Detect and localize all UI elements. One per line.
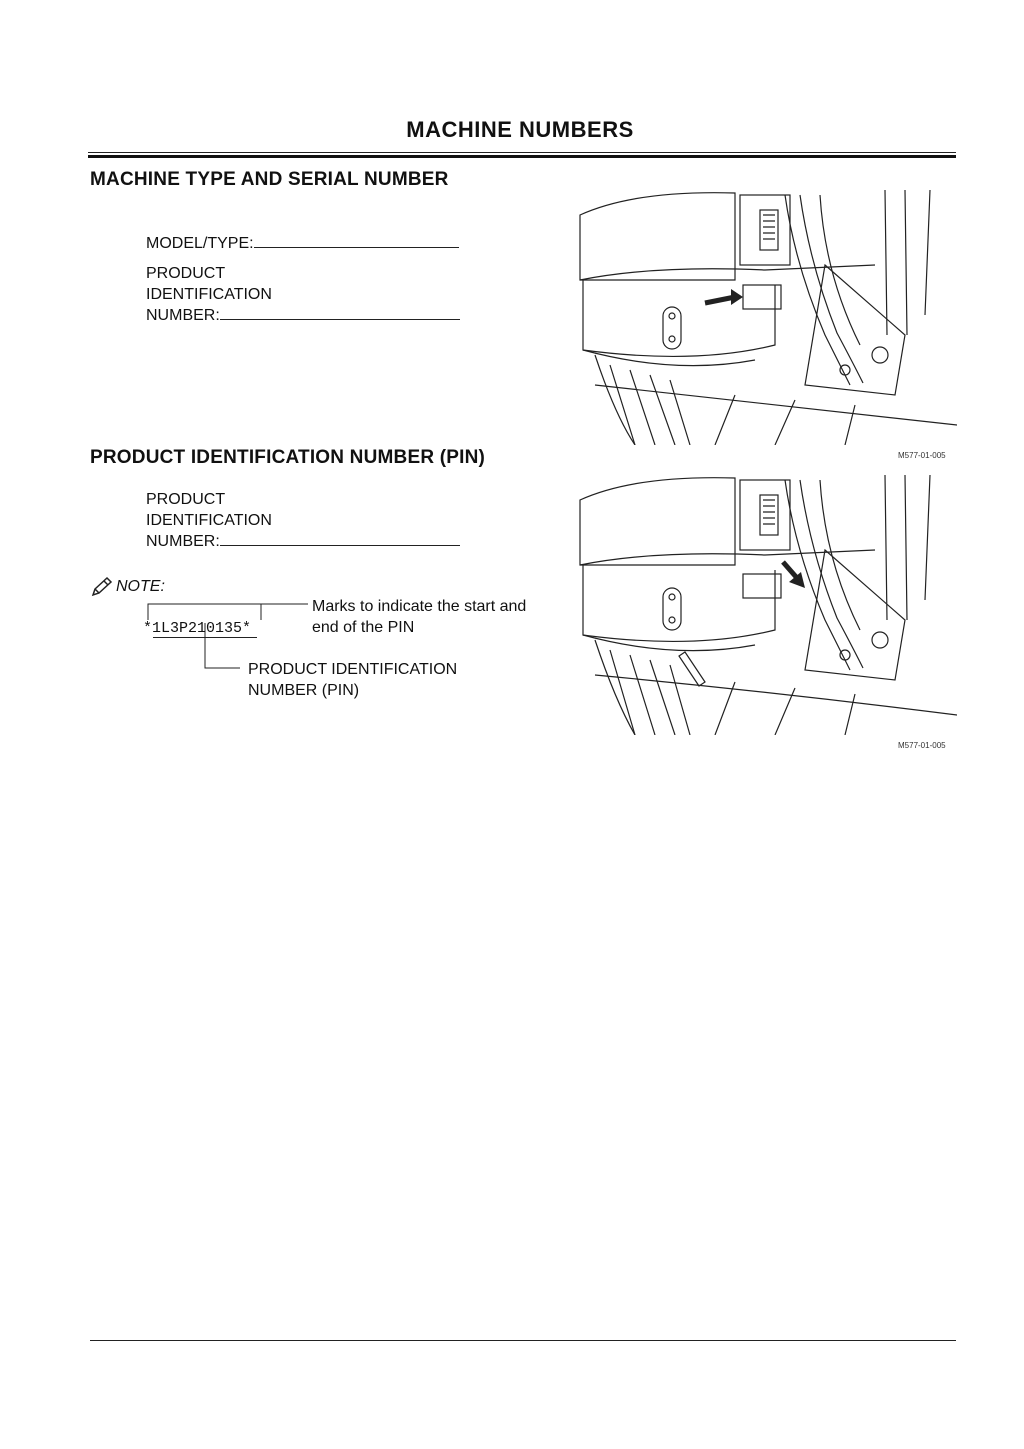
pin-callout-line: NUMBER (PIN): [248, 682, 360, 699]
pin-label-line: NUMBER:: [146, 307, 220, 324]
pin-label-line: PRODUCT: [146, 491, 226, 508]
pencil-icon: [90, 576, 114, 598]
excavator-figure-1: [575, 185, 957, 445]
model-type-label: MODEL/TYPE:: [146, 235, 254, 252]
pin-label-line: PRODUCT: [146, 265, 226, 282]
model-type-row: [146, 233, 459, 254]
note-label: NOTE:: [116, 578, 165, 595]
pin-label-line: IDENTIFICATION: [146, 512, 272, 529]
pin-callout: [248, 659, 457, 701]
footer-rule: [90, 1340, 956, 1341]
pin-label-line: IDENTIFICATION: [146, 286, 272, 303]
pin-label-line: NUMBER:: [146, 533, 220, 550]
marks-line: Marks to indicate the start and: [312, 598, 527, 615]
model-type-blank: [254, 233, 459, 248]
excavator-figure-2: [575, 470, 957, 735]
section-heading-pin: PRODUCT IDENTIFICATION NUMBER (PIN): [90, 447, 486, 468]
pin-underline: [153, 637, 257, 638]
figure-1-caption: M577-01-005: [898, 451, 946, 460]
pin-example: *1L3P210135*: [143, 620, 252, 637]
pin-blank-s2: [220, 531, 460, 546]
pin-field-s2: [146, 489, 460, 552]
header-rule-thin: [88, 152, 956, 153]
marks-line: end of the PIN: [312, 619, 415, 636]
marks-description: [312, 596, 526, 638]
pin-field-s1: [146, 263, 460, 326]
section-heading-machine-type: MACHINE TYPE AND SERIAL NUMBER: [90, 169, 449, 190]
figure-2-caption: M577-01-005: [898, 741, 946, 750]
pin-blank-s1: [220, 305, 460, 320]
pin-callout-line: PRODUCT IDENTIFICATION: [248, 661, 458, 678]
header-rule-thick: [88, 155, 956, 158]
page-title: MACHINE NUMBERS: [406, 117, 634, 142]
